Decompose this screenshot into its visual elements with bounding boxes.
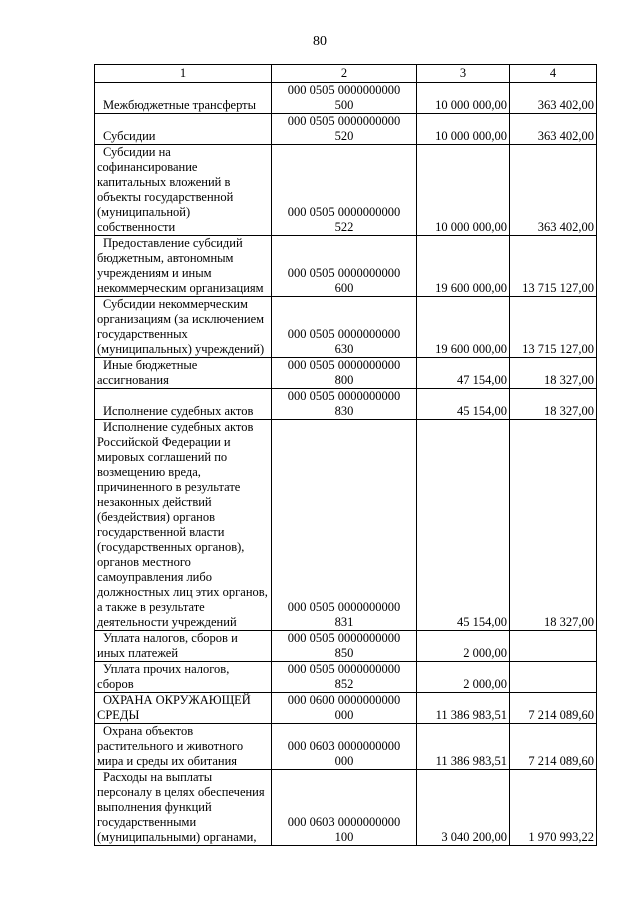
row-plan-value: 2 000,00 bbox=[417, 631, 510, 662]
row-fact-value: 7 214 089,60 bbox=[510, 724, 597, 770]
row-name-cell: Межбюджетные трансферты bbox=[95, 83, 272, 114]
row-fact-value: 18 327,00 bbox=[510, 389, 597, 420]
row-code-cell: 000 0603 0000000000 000 bbox=[272, 724, 417, 770]
row-name-cell: Исполнение судебных актов bbox=[95, 389, 272, 420]
row-name-cell: ОХРАНА ОКРУЖАЮЩЕЙ СРЕДЫ bbox=[95, 693, 272, 724]
row-plan-value: 10 000 000,00 bbox=[417, 114, 510, 145]
row-fact-value: 18 327,00 bbox=[510, 358, 597, 389]
row-code-cell: 000 0505 0000000000 522 bbox=[272, 145, 417, 236]
row-name-cell: Субсидии некоммерческим организациям (за исключением государственных (муниципальных) учреждений) bbox=[95, 297, 272, 358]
row-fact-value bbox=[510, 662, 597, 693]
column-header-4: 4 bbox=[510, 65, 597, 83]
row-fact-value: 363 402,00 bbox=[510, 145, 597, 236]
row-code-cell: 000 0505 0000000000 800 bbox=[272, 358, 417, 389]
table-row bbox=[95, 724, 597, 770]
row-plan-value: 10 000 000,00 bbox=[417, 145, 510, 236]
row-plan-value: 19 600 000,00 bbox=[417, 297, 510, 358]
row-name-cell: Уплата прочих налогов, сборов bbox=[95, 662, 272, 693]
row-name-cell: Иные бюджетные ассигнования bbox=[95, 358, 272, 389]
row-name-cell: Предоставление субсидий бюджетным, автономным учреждениям и иным некоммерческим организациям bbox=[95, 236, 272, 297]
row-fact-value: 13 715 127,00 bbox=[510, 297, 597, 358]
table-row bbox=[95, 420, 597, 631]
row-fact-value: 13 715 127,00 bbox=[510, 236, 597, 297]
row-plan-value: 2 000,00 bbox=[417, 662, 510, 693]
table-body bbox=[95, 83, 597, 846]
table-row bbox=[95, 83, 597, 114]
row-plan-value: 47 154,00 bbox=[417, 358, 510, 389]
row-code-cell: 000 0505 0000000000 852 bbox=[272, 662, 417, 693]
row-code-cell: 000 0505 0000000000 500 bbox=[272, 83, 417, 114]
row-name-cell: Субсидии на софинансирование капитальных вложений в объекты государственной (муниципальной) собственности bbox=[95, 145, 272, 236]
row-code-cell: 000 0505 0000000000 831 bbox=[272, 420, 417, 631]
row-name-cell: Субсидии bbox=[95, 114, 272, 145]
row-fact-value: 18 327,00 bbox=[510, 420, 597, 631]
row-plan-value: 11 386 983,51 bbox=[417, 724, 510, 770]
table-header-row bbox=[95, 65, 597, 83]
row-plan-value: 19 600 000,00 bbox=[417, 236, 510, 297]
table-row bbox=[95, 693, 597, 724]
row-code-cell: 000 0603 0000000000 100 bbox=[272, 770, 417, 846]
row-plan-value: 45 154,00 bbox=[417, 389, 510, 420]
row-plan-value: 10 000 000,00 bbox=[417, 83, 510, 114]
table-row bbox=[95, 770, 597, 846]
row-code-cell: 000 0600 0000000000 000 bbox=[272, 693, 417, 724]
row-plan-value: 45 154,00 bbox=[417, 420, 510, 631]
table-row bbox=[95, 631, 597, 662]
row-fact-value: 7 214 089,60 bbox=[510, 693, 597, 724]
row-plan-value: 3 040 200,00 bbox=[417, 770, 510, 846]
row-plan-value: 11 386 983,51 bbox=[417, 693, 510, 724]
budget-table bbox=[94, 64, 597, 846]
column-header-2: 2 bbox=[272, 65, 417, 83]
row-name-cell: Охрана объектов растительного и животного мира и среды их обитания bbox=[95, 724, 272, 770]
row-name-cell: Исполнение судебных актов Российской Федерации и мировых соглашений по возмещению вреда, причиненного в результате незаконных действий (бездействия) органов государственной власти (государственных органов), органов местного самоуправления либо должностных лиц этих органов, а также в результате деятельности учреждений bbox=[95, 420, 272, 631]
row-code-cell: 000 0505 0000000000 630 bbox=[272, 297, 417, 358]
table-row bbox=[95, 297, 597, 358]
row-fact-value: 1 970 993,22 bbox=[510, 770, 597, 846]
row-fact-value bbox=[510, 631, 597, 662]
column-header-1: 1 bbox=[95, 65, 272, 83]
row-name-cell: Расходы на выплаты персоналу в целях обеспечения выполнения функций государственными (муниципальными) органами, bbox=[95, 770, 272, 846]
page-number: 80 bbox=[313, 34, 327, 49]
row-fact-value: 363 402,00 bbox=[510, 83, 597, 114]
table-row bbox=[95, 358, 597, 389]
row-code-cell: 000 0505 0000000000 830 bbox=[272, 389, 417, 420]
table-row bbox=[95, 236, 597, 297]
table-row bbox=[95, 662, 597, 693]
row-fact-value: 363 402,00 bbox=[510, 114, 597, 145]
row-code-cell: 000 0505 0000000000 520 bbox=[272, 114, 417, 145]
row-code-cell: 000 0505 0000000000 600 bbox=[272, 236, 417, 297]
row-name-cell: Уплата налогов, сборов и иных платежей bbox=[95, 631, 272, 662]
row-code-cell: 000 0505 0000000000 850 bbox=[272, 631, 417, 662]
table-row bbox=[95, 389, 597, 420]
table-row bbox=[95, 145, 597, 236]
column-header-3: 3 bbox=[417, 65, 510, 83]
table-row bbox=[95, 114, 597, 145]
